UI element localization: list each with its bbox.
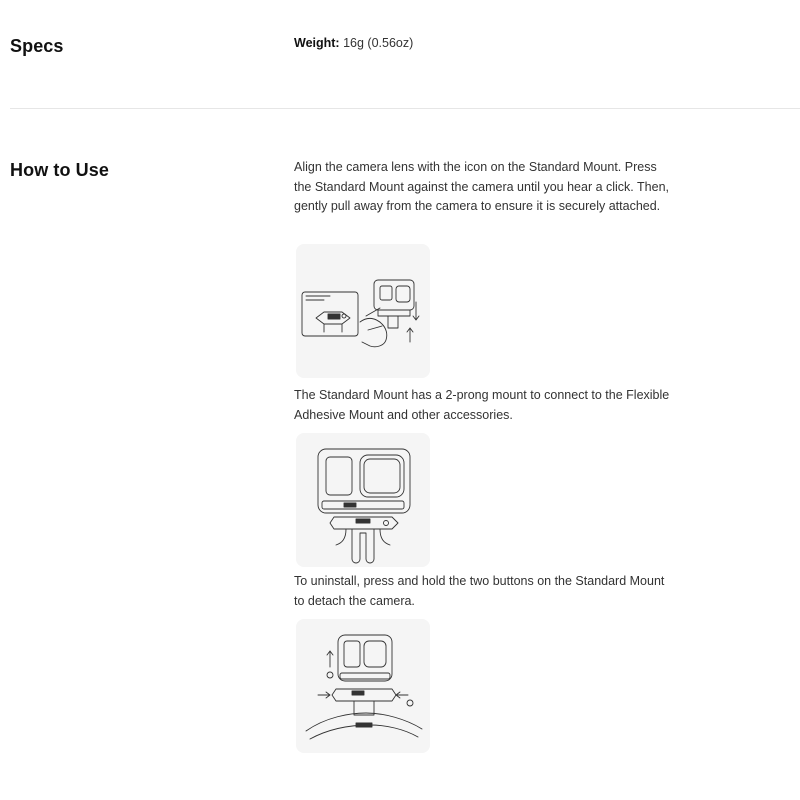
- weight-label: Weight:: [294, 36, 340, 50]
- weight-value: 16g (0.56oz): [343, 36, 414, 50]
- attach-mount-illustration: [296, 244, 430, 378]
- step-2-text: The Standard Mount has a 2-prong mount to connect to the Flexible Adhesive Mount and other accessories.: [294, 388, 670, 422]
- detach-camera-illustration: [296, 619, 430, 753]
- step-3-text: To uninstall, press and hold the two buttons on the Standard Mount to detach the camera.: [294, 574, 665, 608]
- weight-spec: [294, 36, 413, 50]
- specs-title: Specs: [10, 36, 64, 56]
- section-divider: [10, 108, 800, 109]
- two-prong-mount-illustration: [296, 433, 430, 567]
- how-to-use-title: How to Use: [10, 160, 110, 180]
- step-1-text: Align the camera lens with the icon on the Standard Mount. Press the Standard Mount against the camera until you hear a click. Then, gently pull away from the camera to ensure it is securely attached.: [294, 160, 669, 213]
